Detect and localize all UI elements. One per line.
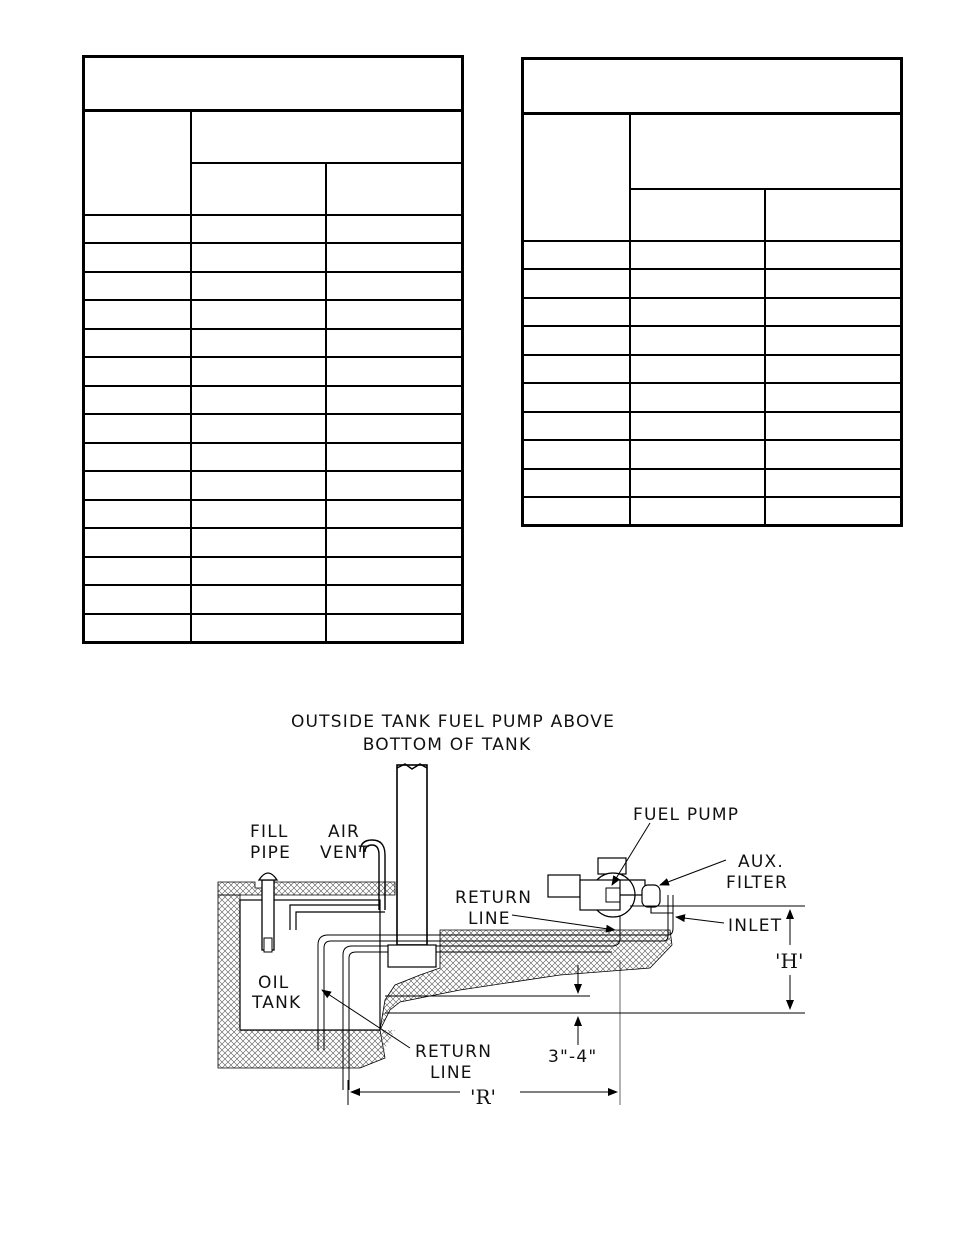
column-group-header (630, 114, 902, 189)
table-cell (191, 243, 326, 272)
table-cell (84, 243, 191, 272)
table-cell (84, 557, 191, 586)
table-row (84, 329, 463, 358)
table-row (523, 326, 902, 355)
table-cell (191, 443, 326, 472)
table-cell (84, 500, 191, 529)
oil-tank-label-line2: TANK (252, 993, 302, 1013)
table-row (84, 414, 463, 443)
table-row (84, 614, 463, 643)
table-cell (326, 614, 463, 643)
table-cell (630, 469, 765, 498)
table-cell (765, 355, 902, 384)
table-cell (765, 440, 902, 469)
first-column-header (84, 111, 191, 215)
fuel-pump-unit (548, 858, 645, 917)
air-vent-label-line1: AIR (328, 822, 361, 842)
table-cell (191, 614, 326, 643)
table-cell (84, 585, 191, 614)
table-cell (765, 269, 902, 298)
table-row (84, 557, 463, 586)
left-data-table (82, 55, 464, 644)
table-row (523, 241, 902, 270)
table-cell (84, 357, 191, 386)
sub-column-header (765, 189, 902, 241)
table-cell (191, 414, 326, 443)
table-row (523, 469, 902, 498)
table-cell (191, 329, 326, 358)
table-cell (84, 386, 191, 415)
table-title (84, 57, 463, 111)
table-cell (326, 272, 463, 301)
fuel-pump-installation-diagram (200, 700, 840, 1120)
aux-filter-label-line2: FILTER (726, 873, 789, 893)
table-cell (326, 585, 463, 614)
sub-column-header (191, 163, 326, 215)
table-cell (84, 300, 191, 329)
table-cell (191, 528, 326, 557)
table-cell (191, 357, 326, 386)
table-cell (765, 241, 902, 270)
wall-block (388, 945, 436, 967)
table-cell (326, 357, 463, 386)
table-cell (191, 215, 326, 244)
table-row (84, 386, 463, 415)
table-cell (523, 241, 630, 270)
table-row (84, 471, 463, 500)
table-cell (84, 443, 191, 472)
table-row (523, 355, 902, 384)
table-row (523, 412, 902, 441)
table-cell (326, 329, 463, 358)
table-cell (523, 383, 630, 412)
table-cell (630, 497, 765, 526)
table-row (523, 440, 902, 469)
column-group-header (191, 111, 463, 163)
table-cell (523, 355, 630, 384)
table-cell (191, 386, 326, 415)
oil-tank-label-line1: OIL (258, 973, 290, 993)
table-cell (191, 500, 326, 529)
fuel-pump-label: FUEL PUMP (633, 805, 740, 825)
table-cell (326, 500, 463, 529)
table-cell (326, 557, 463, 586)
table-row (84, 357, 463, 386)
table-row (84, 243, 463, 272)
table-cell (523, 497, 630, 526)
diagram-title-line1: OUTSIDE TANK FUEL PUMP ABOVE (290, 712, 616, 732)
table-cell (84, 414, 191, 443)
table-cell (765, 326, 902, 355)
table-cell (630, 298, 765, 327)
gap-dimension-label: 3"-4" (548, 1047, 598, 1067)
table-cell (630, 383, 765, 412)
table-cell (326, 471, 463, 500)
fill-pipe (259, 873, 277, 952)
table-row (84, 300, 463, 329)
table-row (84, 585, 463, 614)
table-cell (523, 469, 630, 498)
table-cell (630, 241, 765, 270)
table-cell (326, 300, 463, 329)
table-cell (326, 243, 463, 272)
table-cell (630, 412, 765, 441)
table-row (84, 215, 463, 244)
dimension-r-label: 'R' (470, 1085, 497, 1109)
table-row (523, 298, 902, 327)
table-cell (84, 272, 191, 301)
return-line-top-label-line2: LINE (468, 909, 511, 929)
table-row (523, 497, 902, 526)
table-cell (84, 215, 191, 244)
table-cell (326, 443, 463, 472)
air-vent-label-line2: VENT (320, 843, 371, 863)
table-cell (630, 269, 765, 298)
table-cell (191, 557, 326, 586)
table-cell (326, 414, 463, 443)
table-cell (84, 471, 191, 500)
table-cell (523, 440, 630, 469)
table-row (523, 269, 902, 298)
table-title (523, 59, 902, 114)
table-row (84, 500, 463, 529)
table-cell (191, 300, 326, 329)
table-row (523, 383, 902, 412)
table-cell (523, 269, 630, 298)
return-line-bottom-label-line1: RETURN (415, 1042, 493, 1062)
dimension-h-label: 'H' (775, 949, 804, 973)
table-row (84, 272, 463, 301)
table-cell (326, 386, 463, 415)
inlet-label: INLET (728, 916, 783, 936)
table-cell (326, 528, 463, 557)
table-cell (765, 298, 902, 327)
table-cell (191, 471, 326, 500)
table-cell (765, 469, 902, 498)
aux-filter-label-line1: AUX. (738, 852, 784, 872)
table-row (84, 443, 463, 472)
table-row (84, 528, 463, 557)
right-data-table (521, 57, 903, 527)
fill-pipe-label-line2: PIPE (250, 843, 292, 863)
sub-column-header (326, 163, 463, 215)
first-column-header (523, 114, 630, 241)
table-cell (765, 383, 902, 412)
return-line-top-label-line1: RETURN (455, 888, 533, 908)
table-cell (630, 440, 765, 469)
table-cell (523, 326, 630, 355)
diagram-title-line2: BOTTOM OF TANK (362, 735, 532, 755)
table-cell (765, 412, 902, 441)
table-cell (523, 412, 630, 441)
table-cell (84, 528, 191, 557)
table-cell (630, 326, 765, 355)
table-cell (765, 497, 902, 526)
fill-pipe-label-line1: FILL (250, 822, 289, 842)
table-cell (630, 355, 765, 384)
table-cell (84, 614, 191, 643)
table-cell (523, 298, 630, 327)
wall-structure (397, 764, 427, 945)
sub-column-header (630, 189, 765, 241)
return-line-bottom-label-line2: LINE (430, 1063, 473, 1083)
table-cell (191, 272, 326, 301)
table-cell (191, 585, 326, 614)
table-cell (326, 215, 463, 244)
table-cell (84, 329, 191, 358)
